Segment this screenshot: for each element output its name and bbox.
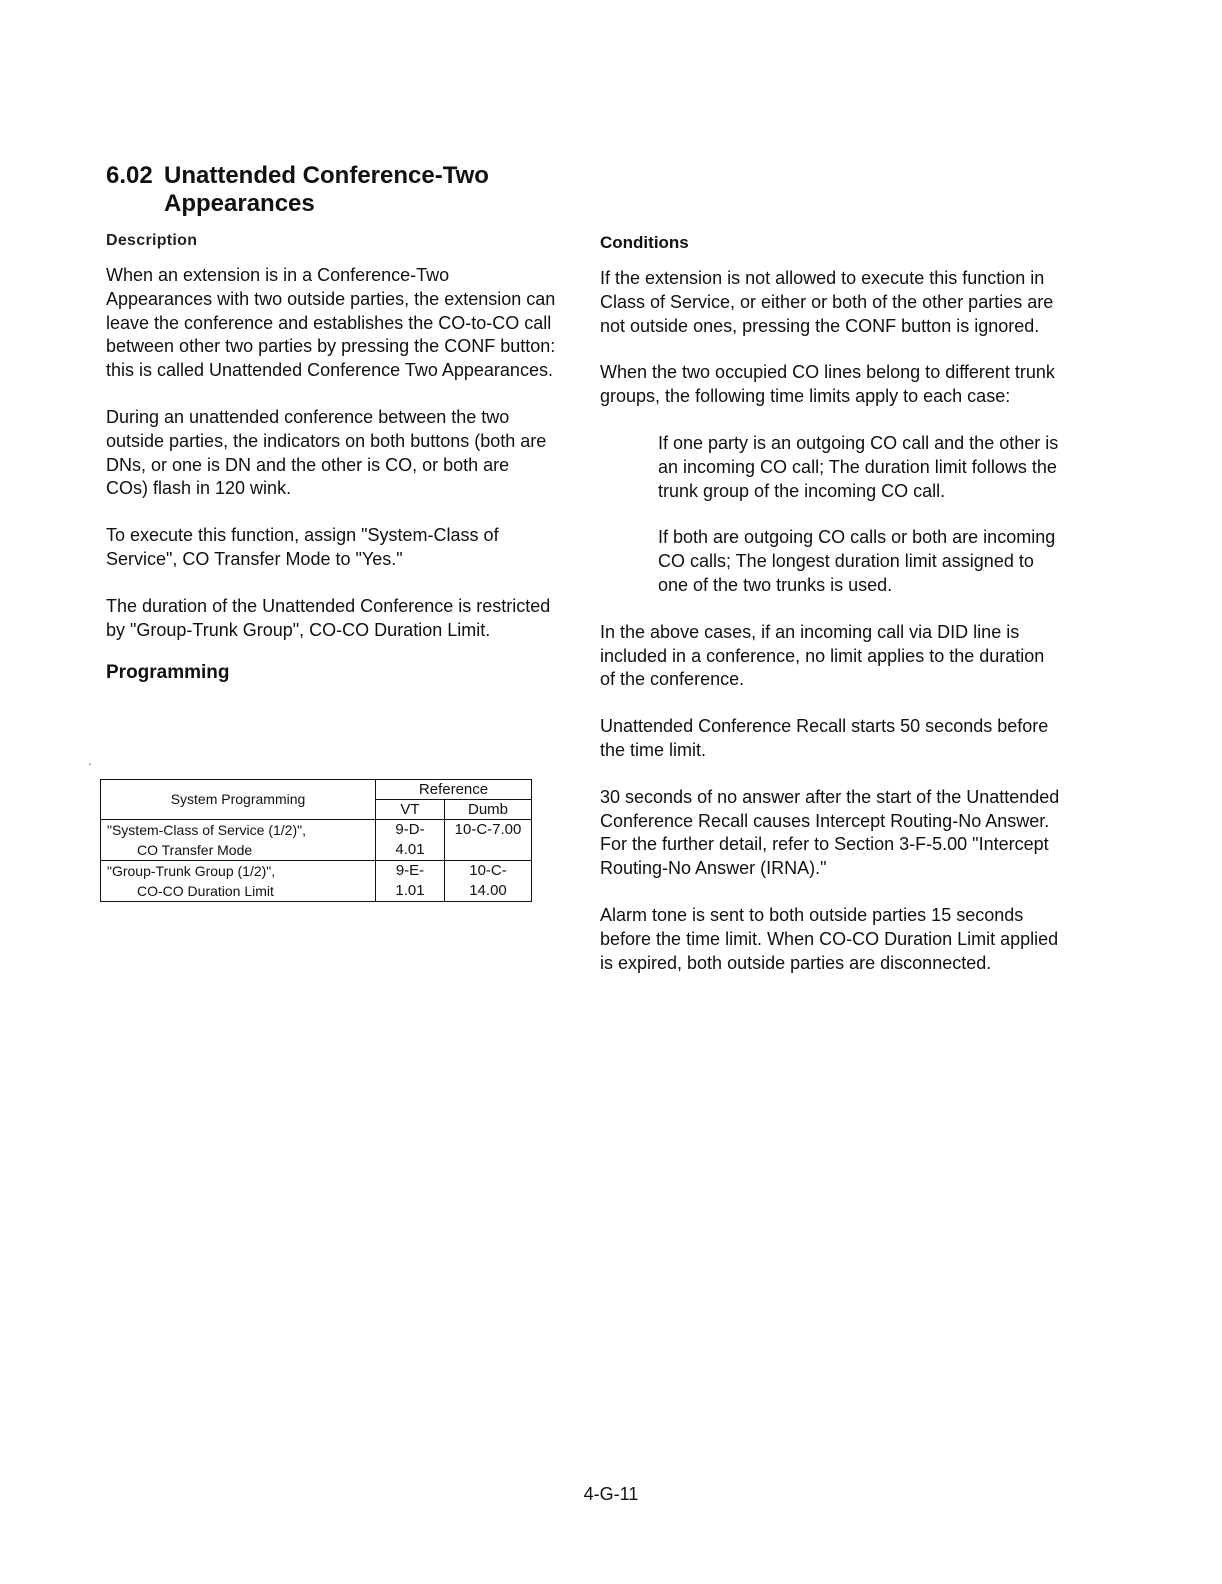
conditions-paragraph-2: When the two occupied CO lines belong to different trunk groups, the following time limits apply to each case: <box>600 362 1055 407</box>
conditions-heading: Conditions <box>600 233 689 252</box>
programming-heading: Programming <box>106 662 230 684</box>
header-system-programming: System Programming <box>101 780 376 820</box>
header-reference: Reference <box>376 780 532 800</box>
conditions-paragraph-7: Alarm tone is sent to both outside parties 15 seconds before the time limit. When CO-CO Duration Limit applied is expired, both outside parties are disconnected. <box>600 904 1059 973</box>
page-number: 4-G-11 <box>583 1484 639 1504</box>
row-2-dumb: 10-C-14.00 <box>445 861 532 902</box>
header-dumb: Dumb <box>445 800 532 820</box>
conditions-paragraph-1: If the extension is not allowed to execute this function in Class of Service, or either or both of the other parties are not outside ones, pressing the CONF button is ignored. <box>600 268 1054 336</box>
description-heading: Description <box>106 232 198 249</box>
description-paragraph-1: When an extension is in a Conference-Two Appearances with two outside parties, the extension can leave the conference and establishes the CO-to-CO call between other two parties by pressing the CONF button: this is called Unattended Conference Two Appearances. <box>106 265 556 381</box>
row-1-vt: 9-D-4.01 <box>376 820 445 861</box>
row-1-line1: "System-Class of Service (1/2)", <box>107 822 306 838</box>
row-2-line2: CO-CO Duration Limit <box>137 883 274 899</box>
conditions-paragraph-6: For the further detail, refer to Section 3-F-5.00 "Intercept Routing-No Answer (IRNA)." <box>600 834 1049 879</box>
conditions-case-1: If one party is an outgoing CO call and the other is an incoming CO call; The duration limit follows the trunk group of the incoming CO call. <box>658 432 1059 501</box>
row-1-system <box>101 820 376 861</box>
scan-speck: . <box>88 752 92 768</box>
row-2-line1: "Group-Trunk Group (1/2)", <box>107 863 276 879</box>
row-1-line2: CO Transfer Mode <box>137 842 253 858</box>
row-2-system <box>101 861 376 902</box>
section-number: 6.02 <box>106 162 153 189</box>
conditions-paragraph-5: 30 seconds of no answer after the start of the Unattended Conference Recall causes Intercept Routing-No Answer. <box>600 786 1060 831</box>
left-column <box>106 162 556 684</box>
table-row <box>101 861 532 902</box>
conditions-paragraph-4: Unattended Conference Recall starts 50 seconds before the time limit. <box>600 716 1049 760</box>
table-header-row <box>101 780 532 800</box>
right-column <box>600 232 1060 975</box>
description-paragraph-3: To execute this function, assign "System-Class of Service", CO Transfer Mode to "Yes." <box>106 525 499 569</box>
description-paragraph-4: The duration of the Unattended Conference is restricted by "Group-Trunk Group", CO-CO Duration Limit. <box>106 595 551 640</box>
programming-reference-table <box>100 779 532 902</box>
row-1-dumb: 10-C-7.00 <box>445 820 532 861</box>
conditions-case-2: If both are outgoing CO calls or both are incoming CO calls; The longest duration limit assigned to one of the two trunks is used. <box>658 527 1056 595</box>
section-title-line2: Appearances <box>164 190 315 217</box>
table-row <box>101 820 532 861</box>
row-2-vt: 9-E-1.01 <box>376 861 445 902</box>
section-title-line1: Unattended Conference-Two <box>164 162 489 189</box>
section-title <box>106 162 556 218</box>
header-vt: VT <box>376 800 445 820</box>
conditions-paragraph-3: In the above cases, if an incoming call via DID line is included in a conference, no limit applies to the duration of the conference. <box>600 621 1045 690</box>
description-paragraph-2: During an unattended conference between the two outside parties, the indicators on both buttons (both are DNs, or one is DN and the other is CO, or both are COs) flash in 120 wink. <box>106 406 547 499</box>
